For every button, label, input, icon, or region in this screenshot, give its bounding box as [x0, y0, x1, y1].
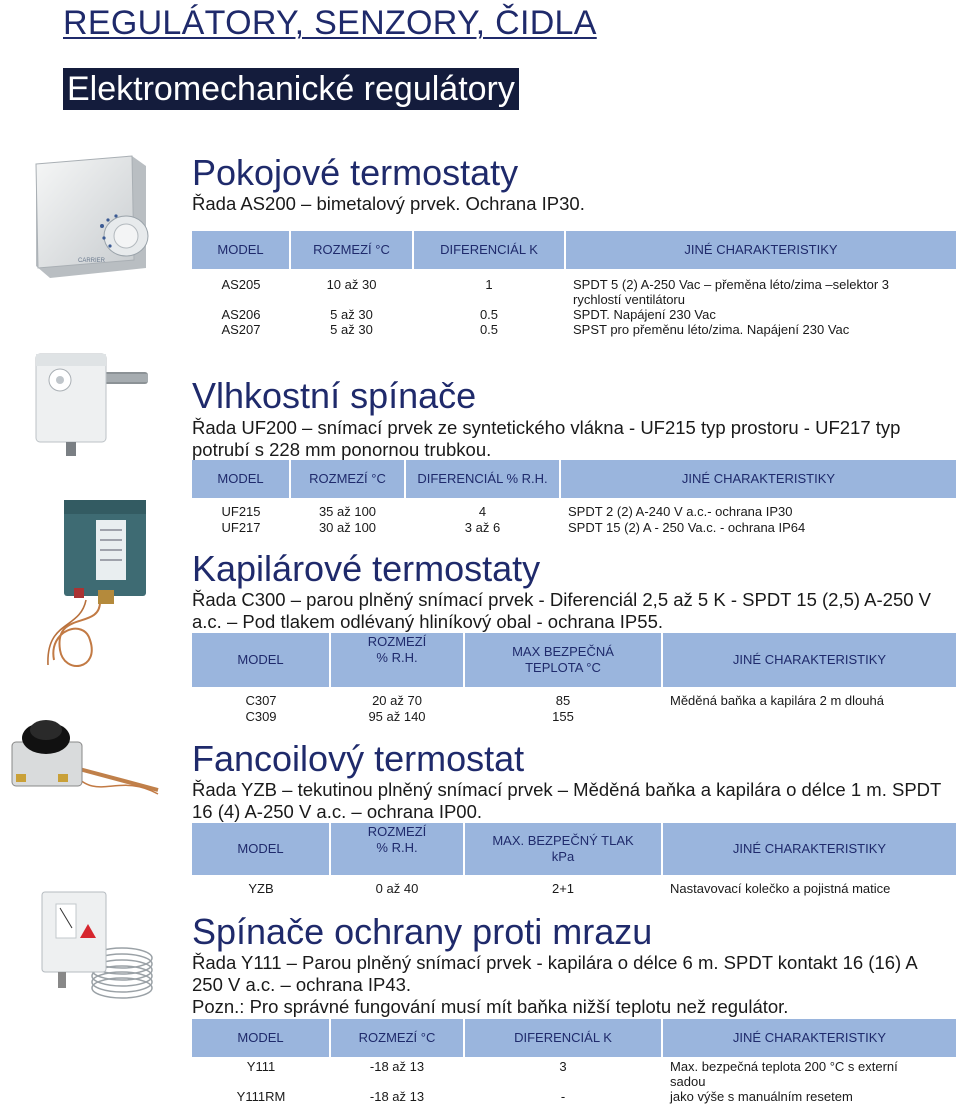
- column-header: JINÉ CHARAKTERISTIKY: [565, 231, 956, 269]
- spec-table: [192, 460, 956, 536]
- table-cell: AS206: [221, 307, 261, 322]
- table-cell: 3: [559, 1059, 567, 1074]
- column-header: ROZMEZÍ % R.H.: [330, 633, 464, 687]
- table-cell: 3 až 6: [464, 520, 501, 535]
- table-cell: 2+1: [551, 881, 575, 896]
- table-cell: 85: [555, 693, 571, 708]
- table-cell: SPDT 15 (2) A - 250 Va.c. - ochrana IP64: [568, 520, 806, 535]
- section-description: Řada C300 – parou plněný snímací prvek - Diferenciál 2,5 až 5 K - SPDT 15 (2,5) A-250 V a.c. – Pod tlakem odlévaný hliníkový obal - ochrana IP55.: [192, 589, 932, 632]
- table-cell: SPDT. Napájení 230 Vac: [573, 307, 716, 322]
- column-header: DIFERENCIÁL K: [464, 1019, 662, 1057]
- table-cell: 1: [485, 277, 493, 292]
- section-title: Fancoilový termostat: [192, 738, 525, 779]
- table-cell: -: [560, 1089, 566, 1104]
- table-cell: AS205: [221, 277, 261, 292]
- table-cell: YZB: [248, 881, 274, 896]
- column-header: MODEL: [192, 633, 330, 687]
- column-header: MAX BEZPEČNÁ TEPLOTA °C: [464, 633, 662, 687]
- table-cell: 0 až 40: [375, 881, 419, 896]
- column-header: JINÉ CHARAKTERISTIKY: [560, 460, 956, 498]
- table-cell: Měděná baňka a kapilára 2 m dlouhá: [670, 693, 884, 708]
- table-header-row: [192, 1019, 956, 1057]
- column-header: ROZMEZÍ % R.H.: [330, 823, 464, 875]
- column-header: JINÉ CHARAKTERISTIKY: [662, 633, 956, 687]
- table-row: [192, 881, 956, 897]
- section-title: Kapilárové termostaty: [192, 548, 541, 589]
- table-cell: -18 až 13: [369, 1059, 425, 1074]
- table-cell: -18 až 13: [369, 1089, 425, 1104]
- table-cell: AS207: [221, 322, 261, 337]
- section-description: Řada YZB – tekutinou plněný snímací prvek – Měděná baňka a kapilára o délce 1 m. SPDT 16 (4) A-250 V a.c. – ochrana IP00.: [192, 779, 941, 822]
- table-cell: 5 až 30: [330, 307, 373, 322]
- table-row: [192, 1059, 956, 1089]
- column-header: MODEL: [192, 231, 290, 269]
- section-description: Řada UF200 – snímací prvek ze syntetického vlákna - UF215 typ prostoru - UF217 typ potrubí s 228 mm ponornou trubkou.: [192, 417, 901, 460]
- table-row: [192, 277, 956, 307]
- spec-table: [192, 231, 956, 337]
- room-thermostat-image: [28, 150, 150, 280]
- column-header: MAX. BEZPEČNÝ TLAK kPa: [464, 823, 662, 875]
- section-description: Řada AS200 – bimetalový prvek. Ochrana IP30.: [192, 193, 585, 214]
- section-title: Vlhkostní spínače: [192, 375, 477, 416]
- table-cell: 20 až 70: [372, 693, 422, 708]
- table-row: [192, 693, 956, 709]
- table-cell: Y111: [246, 1059, 276, 1074]
- table-cell: C309: [245, 709, 277, 724]
- table-cell: UF217: [221, 520, 261, 535]
- table-row: [192, 307, 956, 322]
- brand-logo: CARRIER: [78, 258, 106, 264]
- table-cell: [662, 709, 956, 725]
- column-header: ROZMEZÍ °C: [330, 1019, 464, 1057]
- table-cell: Nastavovací kolečko a pojistná matice: [670, 881, 891, 896]
- frost-protection-switch-image: [36, 888, 158, 1013]
- table-cell: 35 až 100: [318, 504, 377, 519]
- table-row: [192, 709, 956, 725]
- table-cell: C307: [245, 693, 277, 708]
- table-row: [192, 504, 956, 520]
- spec-table: [192, 633, 956, 725]
- table-row: [192, 1089, 956, 1104]
- capillary-thermostat-image: [40, 490, 152, 685]
- section-banner: Elektromechanické regulátory: [63, 68, 519, 110]
- table-cell: 10 až 30: [326, 277, 377, 292]
- table-cell: UF215: [221, 504, 261, 519]
- table-cell: 5 až 30: [330, 322, 373, 337]
- section-title: Spínače ochrany proti mrazu: [192, 911, 653, 952]
- table-cell: 30 až 100: [318, 520, 377, 535]
- section-description: Řada Y111 – Parou plněný snímací prvek - kapilára o délce 6 m. SPDT kontakt 16 (16) A 250 V a.c. – ochrana IP43.: [192, 952, 917, 995]
- column-header: MODEL: [192, 1019, 330, 1057]
- table-cell: SPDT 2 (2) A-240 V a.c.- ochrana IP30: [568, 504, 793, 519]
- column-header: ROZMEZÍ °C: [290, 231, 413, 269]
- spec-table: [192, 823, 956, 897]
- fancoil-thermostat-image: [8, 712, 168, 804]
- column-header: ROZMEZÍ °C: [290, 460, 405, 498]
- table-cell: Max. bezpečná teplota 200 °C s externí sadou: [670, 1059, 898, 1089]
- table-cell: jako výše s manuálním resetem: [670, 1089, 853, 1104]
- table-cell: 0.5: [479, 307, 499, 322]
- table-cell: 155: [552, 709, 574, 724]
- section-title: Pokojové termostaty: [192, 152, 519, 193]
- column-header: DIFERENCIÁL % R.H.: [405, 460, 560, 498]
- table-cell: 4: [478, 504, 487, 519]
- table-cell: 0.5: [479, 322, 499, 337]
- spec-table: [192, 1019, 956, 1104]
- section-note: Pozn.: Pro správné fungování musí mít baňka nižší teplotu než regulátor.: [192, 996, 789, 1017]
- table-header-row: [192, 633, 956, 687]
- table-cell: SPDT 5 (2) A-250 Vac – přeměna léto/zima –selektor 3 rychlostí ventilátoru: [573, 277, 890, 307]
- column-header: MODEL: [192, 460, 290, 498]
- table-row: [192, 520, 956, 536]
- table-row: [192, 322, 956, 337]
- table-header-row: [192, 823, 956, 875]
- column-header: DIFERENCIÁL K: [413, 231, 565, 269]
- table-cell: SPST pro přeměnu léto/zima. Napájení 230 Vac: [573, 322, 850, 337]
- table-header-row: [192, 231, 956, 269]
- page-title: REGULÁTORY, SENZORY, ČIDLA: [63, 4, 597, 42]
- humidity-switch-image: [32, 352, 150, 460]
- column-header: JINÉ CHARAKTERISTIKY: [662, 823, 956, 875]
- table-cell: 95 až 140: [368, 709, 426, 724]
- table-header-row: [192, 460, 956, 498]
- column-header: MODEL: [192, 823, 330, 875]
- table-cell: Y111RM: [236, 1089, 286, 1104]
- column-header: JINÉ CHARAKTERISTIKY: [662, 1019, 956, 1057]
